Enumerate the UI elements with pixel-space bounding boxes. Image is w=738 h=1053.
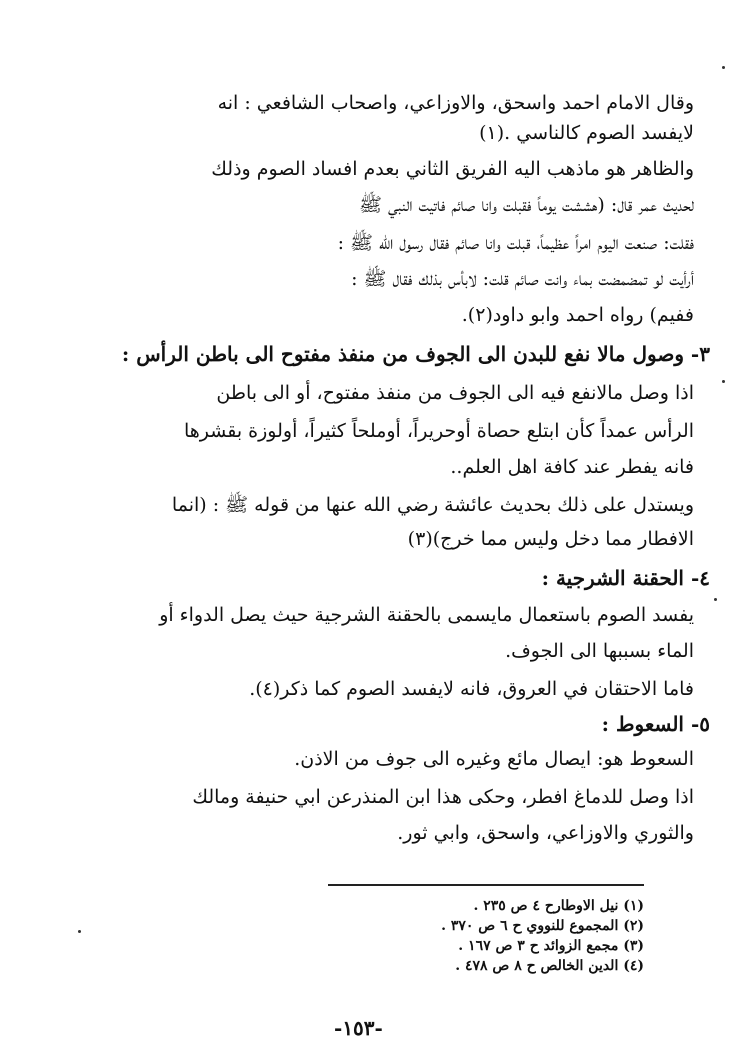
- body-line-10: الرأس عمداً كأن ابتلع حصاة أوحريراً، أوملحاً كثيراً، أولوزة بقشرها: [184, 420, 694, 442]
- body-line-4: لحديث عمر قال: (هششت يوماً فقبلت وانا صائم فاتيت النبي ﷺ: [359, 194, 694, 216]
- page-number: -١٥٣-: [334, 1016, 383, 1040]
- section-heading-5: ٥- السعوط :: [601, 712, 710, 736]
- scan-speck: [78, 930, 81, 933]
- footnote-2: (٢) المجموع للنووي ح ٦ ص ٣٧٠ .: [441, 918, 644, 934]
- footnote-3: (٣) مجمع الزوائد ح ٣ ص ١٦٧ .: [458, 938, 644, 954]
- body-line-12: ويستدل على ذلك بحديث عائشة رضي الله عنها من قوله ﷺ : (انما: [171, 494, 694, 516]
- scan-speck: [722, 66, 725, 69]
- body-line-1: وقال الامام احمد واسحق، والاوزاعي، واصحاب الشافعي : انه: [217, 92, 694, 114]
- body-line-5: فقلت: صنعت اليوم امراً عظيماً، قبلت وانا صائم فقال رسول الله ﷺ :: [337, 232, 694, 254]
- body-line-9: اذا وصل مالانفع فيه الى الجوف من منفذ مفتوح، أو الى باطن: [216, 382, 694, 404]
- body-line-6: أرأيت لو تمضمضت بماء وانت صائم قلت: لابأس بذلك فقال ﷺ :: [351, 268, 694, 290]
- section-heading-4: ٤- الحقنة الشرجية :: [541, 566, 710, 590]
- body-line-7: ففيم) رواه احمد وابو داود(٢).: [461, 304, 694, 326]
- body-line-11: فانه يفطر عند كافة اهل العلم..: [450, 456, 694, 478]
- body-line-16: الماء بسببها الى الجوف.: [505, 640, 694, 662]
- body-line-3: والظاهر هو ماذهب اليه الفريق الثاني بعدم افساد الصوم وذلك: [211, 158, 694, 180]
- scan-speck: [714, 598, 717, 601]
- footnote-4: (٤) الدين الخالص ح ٨ ص ٤٧٨ .: [455, 958, 644, 974]
- body-line-20: اذا وصل للدماغ افطر، وحكى هذا ابن المنذرعن ابي حنيفة ومالك: [192, 786, 694, 808]
- scan-speck: [722, 380, 725, 383]
- section-heading-3: ٣- وصول مالا نفع للبدن الى الجوف من منفذ مفتوح الى باطن الرأس :: [121, 342, 710, 366]
- footnote-separator: [328, 884, 644, 886]
- body-line-17: فاما الاحتقان في العروق، فانه لايفسد الصوم كما ذكر(٤).: [249, 678, 694, 700]
- body-line-19: السعوط هو: ايصال مائع وغيره الى جوف من الاذن.: [294, 748, 694, 770]
- body-line-2: لايفسد الصوم كالناسي .(١): [479, 122, 694, 144]
- body-line-15: يفسد الصوم باستعمال مايسمى بالحقنة الشرجية حيث يصل الدواء أو: [159, 604, 694, 626]
- footnote-1: (١) نيل الاوطارح ٤ ص ٢٣٥ .: [473, 898, 644, 914]
- body-line-21: والثوري والاوزاعي، واسحق، وابي ثور.: [397, 822, 694, 844]
- body-line-13: الافطار مما دخل وليس مما خرج)(٣): [407, 528, 694, 550]
